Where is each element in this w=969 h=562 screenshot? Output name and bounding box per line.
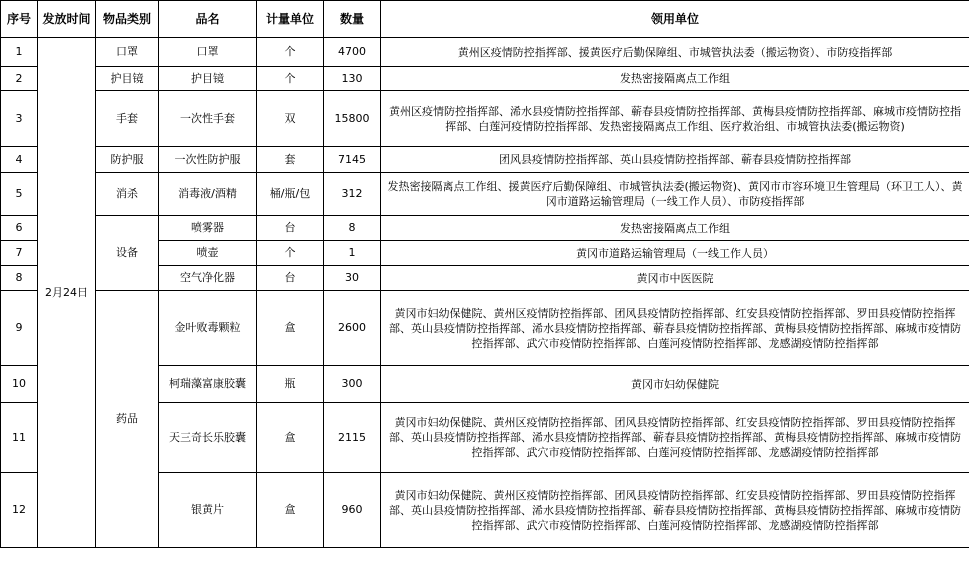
- seq-cell: 2: [1, 67, 38, 91]
- table-row: [1, 291, 969, 366]
- unit-cell: 个: [257, 67, 324, 91]
- recipients-cell: 团风县疫情防控指挥部、英山县疫情防控指挥部、蕲春县疫情防控指挥部: [381, 147, 969, 173]
- seq-cell: 9: [1, 291, 38, 366]
- date-cell: 2月24日: [38, 38, 96, 548]
- product-cell: 银黄片: [159, 473, 257, 548]
- product-cell: 喷壶: [159, 241, 257, 266]
- seq-cell: 1: [1, 38, 38, 67]
- product-cell: 天三奇长乐胶囊: [159, 403, 257, 473]
- product-cell: 护目镜: [159, 67, 257, 91]
- header-recipients: 领用单位: [381, 1, 969, 38]
- seq-cell: 3: [1, 91, 38, 147]
- qty-cell: 130: [324, 67, 381, 91]
- qty-cell: 2115: [324, 403, 381, 473]
- seq-cell: 11: [1, 403, 38, 473]
- qty-cell: 30: [324, 266, 381, 291]
- seq-cell: 8: [1, 266, 38, 291]
- recipients-cell: 黄州区疫情防控指挥部、浠水县疫情防控指挥部、蕲春县疫情防控指挥部、黄梅县疫情防控指挥部、麻城市疫情防控指挥部、白莲河疫情防控指挥部、发热密接隔离点工作组、医疗救治组、市城管执法委(搬运物资): [381, 91, 969, 147]
- unit-cell: 瓶: [257, 366, 324, 403]
- seq-cell: 5: [1, 173, 38, 216]
- page-bottom-edge: [0, 554, 969, 562]
- recipients-cell: 发热密接隔离点工作组: [381, 67, 969, 91]
- table-row: [1, 147, 969, 173]
- seq-cell: 6: [1, 216, 38, 241]
- product-cell: 喷雾器: [159, 216, 257, 241]
- seq-cell: 7: [1, 241, 38, 266]
- qty-cell: 7145: [324, 147, 381, 173]
- recipients-cell: 黄冈市中医医院: [381, 266, 969, 291]
- product-cell: 一次性手套: [159, 91, 257, 147]
- unit-cell: 个: [257, 241, 324, 266]
- unit-cell: 台: [257, 216, 324, 241]
- header-category: 物品类别: [96, 1, 159, 38]
- recipients-cell: 黄冈市妇幼保健院、黄州区疫情防控指挥部、团风县疫情防控指挥部、红安县疫情防控指挥部、罗田县疫情防控指挥部、英山县疫情防控指挥部、浠水县疫情防控指挥部、蕲春县疫情防控指挥部、黄梅县疫情防控指挥部、麻城市疫情防控指挥部、武穴市疫情防控指挥部、白莲河疫情防控指挥部、龙感湖疫情防控指挥部: [381, 403, 969, 473]
- product-cell: 柯瑞藻富康胶囊: [159, 366, 257, 403]
- header-product: 品名: [159, 1, 257, 38]
- product-cell: 金叶败毒颗粒: [159, 291, 257, 366]
- header-date: 发放时间: [38, 1, 96, 38]
- qty-cell: 15800: [324, 91, 381, 147]
- category-cell: 手套: [96, 91, 159, 147]
- unit-cell: 盒: [257, 403, 324, 473]
- header-qty: 数量: [324, 1, 381, 38]
- category-cell: 药品: [96, 291, 159, 548]
- unit-cell: 桶/瓶/包: [257, 173, 324, 216]
- category-cell: 防护服: [96, 147, 159, 173]
- product-cell: 空气净化器: [159, 266, 257, 291]
- seq-cell: 4: [1, 147, 38, 173]
- table-row: [1, 173, 969, 216]
- table-row: [1, 91, 969, 147]
- table-row: [1, 216, 969, 241]
- qty-cell: 2600: [324, 291, 381, 366]
- category-cell: 护目镜: [96, 67, 159, 91]
- unit-cell: 台: [257, 266, 324, 291]
- header-seq: 序号: [1, 1, 38, 38]
- product-cell: 消毒液/酒精: [159, 173, 257, 216]
- qty-cell: 1: [324, 241, 381, 266]
- recipients-cell: 发热密接隔离点工作组、援黄医疗后勤保障组、市城管执法委(搬运物资)、黄冈市市容环境卫生管理局（环卫工人）、黄冈市道路运输管理局（一线工作人员）、市防疫指挥部: [381, 173, 969, 216]
- header-row: [1, 1, 969, 38]
- table-row: [1, 38, 969, 67]
- table-row: [1, 67, 969, 91]
- recipients-cell: 黄冈市道路运输管理局（一线工作人员）: [381, 241, 969, 266]
- category-cell: 消杀: [96, 173, 159, 216]
- recipients-cell: 发热密接隔离点工作组: [381, 216, 969, 241]
- unit-cell: 盒: [257, 473, 324, 548]
- qty-cell: 960: [324, 473, 381, 548]
- qty-cell: 312: [324, 173, 381, 216]
- category-cell: 设备: [96, 216, 159, 291]
- seq-cell: 10: [1, 366, 38, 403]
- recipients-cell: 黄冈市妇幼保健院、黄州区疫情防控指挥部、团风县疫情防控指挥部、红安县疫情防控指挥部、罗田县疫情防控指挥部、英山县疫情防控指挥部、浠水县疫情防控指挥部、蕲春县疫情防控指挥部、黄梅县疫情防控指挥部、麻城市疫情防控指挥部、武穴市疫情防控指挥部、白莲河疫情防控指挥部、龙感湖疫情防控指挥部: [381, 291, 969, 366]
- qty-cell: 300: [324, 366, 381, 403]
- recipients-cell: 黄冈市妇幼保健院、黄州区疫情防控指挥部、团风县疫情防控指挥部、红安县疫情防控指挥部、罗田县疫情防控指挥部、英山县疫情防控指挥部、浠水县疫情防控指挥部、蕲春县疫情防控指挥部、黄梅县疫情防控指挥部、麻城市疫情防控指挥部、武穴市疫情防控指挥部、白莲河疫情防控指挥部、龙感湖疫情防控指挥部: [381, 473, 969, 548]
- qty-cell: 8: [324, 216, 381, 241]
- unit-cell: 套: [257, 147, 324, 173]
- header-unit: 计量单位: [257, 1, 324, 38]
- recipients-cell: 黄冈市妇幼保健院: [381, 366, 969, 403]
- product-cell: 一次性防护服: [159, 147, 257, 173]
- qty-cell: 4700: [324, 38, 381, 67]
- unit-cell: 盒: [257, 291, 324, 366]
- seq-cell: 12: [1, 473, 38, 548]
- product-cell: 口罩: [159, 38, 257, 67]
- unit-cell: 个: [257, 38, 324, 67]
- recipients-cell: 黄州区疫情防控指挥部、援黄医疗后勤保障组、市城管执法委（搬运物资）、市防疫指挥部: [381, 38, 969, 67]
- unit-cell: 双: [257, 91, 324, 147]
- category-cell: 口罩: [96, 38, 159, 67]
